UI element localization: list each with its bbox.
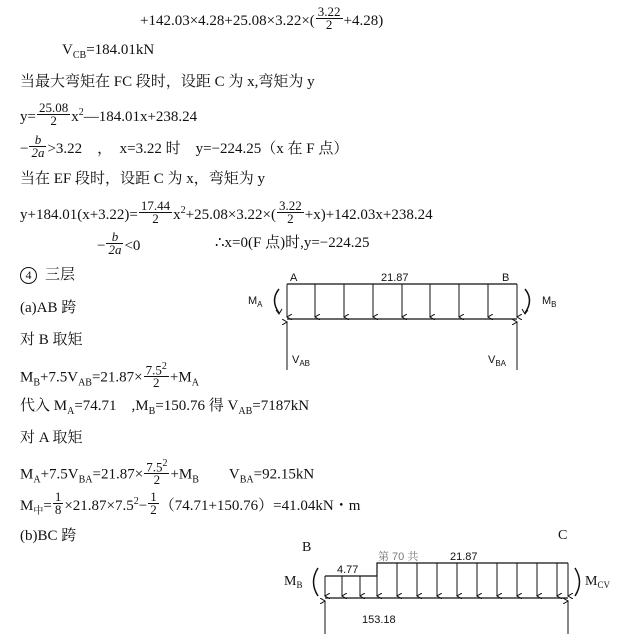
eq1-num: 3.22 — [317, 4, 341, 19]
bc-load-right: 21.87 — [450, 551, 478, 563]
eq15-sub3: B — [192, 474, 199, 486]
eq15-num-sup: 2 — [162, 458, 168, 469]
ma-m: M — [248, 295, 258, 307]
eq15-a: +7.5V — [40, 466, 79, 483]
eq12-a: +7.5V — [40, 369, 79, 386]
bc-mb-label — [284, 574, 302, 590]
eq12-den: 2 — [153, 375, 160, 391]
eq13-sub1: A — [67, 406, 75, 417]
eq13-a: 代入 M — [20, 398, 68, 414]
eq4-sup: 2 — [78, 107, 84, 118]
bc-mcv-moment-arc — [575, 568, 580, 596]
eq8-num: b — [106, 231, 123, 244]
bc-label-b: B — [302, 540, 312, 555]
bc-mcv-sub: CV — [597, 580, 610, 590]
eq12-num-base: 7.5 — [145, 362, 162, 378]
eq7-num1: 17.44 — [140, 198, 171, 214]
eq7-x: x — [173, 207, 181, 223]
eq12-sub1: B — [33, 377, 41, 389]
eq13-b: =74.71 ,M — [74, 398, 149, 414]
vab-v: V — [292, 354, 300, 366]
bc-load-arrows — [325, 563, 568, 596]
vab-sub: AB — [299, 359, 311, 368]
eq15-sub2: BA — [78, 474, 93, 486]
eq13-c: =150.76 得 V — [155, 398, 239, 414]
eq4-left: y= — [20, 109, 36, 125]
eq12-sub2: AB — [78, 377, 92, 389]
heading-text: 三层 — [45, 267, 76, 283]
eq8-minus: − — [97, 237, 106, 254]
eq7-mid: +25.08×3.22×( — [185, 207, 276, 223]
eq12-num-sup: 2 — [161, 361, 167, 372]
eq5-right: >3.22 ， x=3.22 时 y=−224.25（x 在 F 点） — [47, 140, 349, 157]
page-number-watermark: 第 70 共 — [378, 551, 419, 563]
eq5-minus: − — [20, 140, 29, 157]
eq4-x: x — [71, 109, 79, 125]
subsection-bc-span: (b)BC 跨 — [20, 528, 77, 544]
eq1-den: 2 — [325, 17, 333, 32]
eq16-a: = — [43, 498, 52, 514]
bc-mb-m: M — [284, 574, 297, 589]
eq15-d: V — [198, 466, 240, 483]
bc-label-c: C — [558, 528, 568, 543]
eq12-sub3: A — [191, 377, 199, 389]
eq16-den2: 2 — [150, 502, 157, 518]
eq4-right: —184.01x+238.24 — [83, 109, 198, 125]
bc-reaction-value: 153.18 — [362, 614, 396, 626]
eq13-sub3: AB — [238, 406, 253, 417]
eq15-e: =92.15kN — [253, 466, 315, 483]
eq12-m: M — [20, 369, 34, 386]
eq13-sub2: B — [148, 406, 156, 417]
text-ef-segment: 当在 EF 段时，设距 C 为 x，弯矩为 y — [20, 171, 266, 187]
text-moment-about-a: 对 A 取矩 — [20, 430, 83, 446]
ab-label-a: A — [290, 272, 298, 284]
eq15-b: =21.87× — [92, 466, 144, 483]
eq15-c: +M — [170, 466, 193, 483]
eq16-sup: 2 — [133, 496, 139, 507]
vba-v: V — [488, 354, 496, 366]
mb-m: M — [542, 295, 552, 307]
eq15-sub4: BA — [239, 474, 254, 486]
eq12-b: =21.87× — [91, 369, 143, 386]
eq16-m: M — [20, 498, 34, 514]
ab-load-value: 21.87 — [381, 272, 409, 284]
vba-sub: BA — [495, 359, 507, 368]
eq7-sup: 2 — [180, 205, 186, 216]
eq8-conclusion: ∴x=0(F 点)时,y=−224.25 — [215, 235, 370, 251]
eq7-left: y+184.01(x+3.22)= — [20, 207, 138, 223]
eq15-num-base: 7.5 — [146, 459, 163, 475]
eq16-sub: 中 — [33, 506, 44, 517]
eq16-den1: 8 — [54, 502, 62, 518]
eq4-num: 25.08 — [38, 100, 69, 116]
eq5-den: 2a — [31, 145, 45, 160]
eq7-right: +x)+142.03x+238.24 — [304, 207, 433, 223]
eq15-sub1: A — [33, 474, 41, 486]
eq15-den: 2 — [153, 472, 161, 488]
eq13-d: =7187kN — [252, 398, 310, 414]
eq4-den: 2 — [50, 113, 57, 129]
eq8-mid: <0 — [124, 237, 141, 254]
eq7-num2: 3.22 — [279, 198, 302, 214]
eq7-den2: 2 — [287, 211, 294, 227]
ab-label-b: B — [502, 272, 510, 284]
bc-mb-moment-arc — [314, 568, 319, 596]
ma-sub: A — [257, 300, 263, 309]
eq1-left: +142.03×4.28+25.08×3.22×( — [140, 12, 315, 29]
eq16-num2: 1 — [150, 489, 157, 505]
eq16-num1: 1 — [54, 489, 62, 505]
mb-sub: B — [551, 300, 557, 309]
bc-mb-sub: B — [296, 580, 303, 590]
subsection-ab-span: (a)AB 跨 — [20, 300, 77, 316]
vcb-v: V — [62, 42, 73, 58]
eq16-d: （74.71+150.76）=41.04kN・m — [159, 498, 361, 514]
bc-load-left: 4.77 — [337, 564, 359, 576]
vcb-sub: CB — [72, 50, 87, 61]
eq5-num: b — [29, 134, 46, 147]
eq1-right: +4.28) — [343, 12, 384, 29]
eq16-b: ×21.87×7.5 — [64, 498, 134, 514]
circled-number: 4 — [20, 267, 37, 284]
eq15-m: M — [20, 466, 34, 483]
bc-load-outline — [325, 563, 568, 576]
eq12-c: +M — [169, 369, 192, 386]
text-moment-about-b: 对 B 取矩 — [20, 332, 83, 348]
eq8-den: 2a — [108, 242, 122, 257]
bc-mcv-label — [585, 574, 610, 590]
vcb-value: =184.01kN — [86, 42, 155, 58]
bc-mcv-m: M — [585, 574, 598, 589]
eq7-den1: 2 — [152, 211, 159, 227]
eq16-c: − — [138, 498, 148, 514]
text-fc-segment: 当最大弯矩在 FC 段时，设距 C 为 x,弯矩为 y — [20, 74, 315, 90]
